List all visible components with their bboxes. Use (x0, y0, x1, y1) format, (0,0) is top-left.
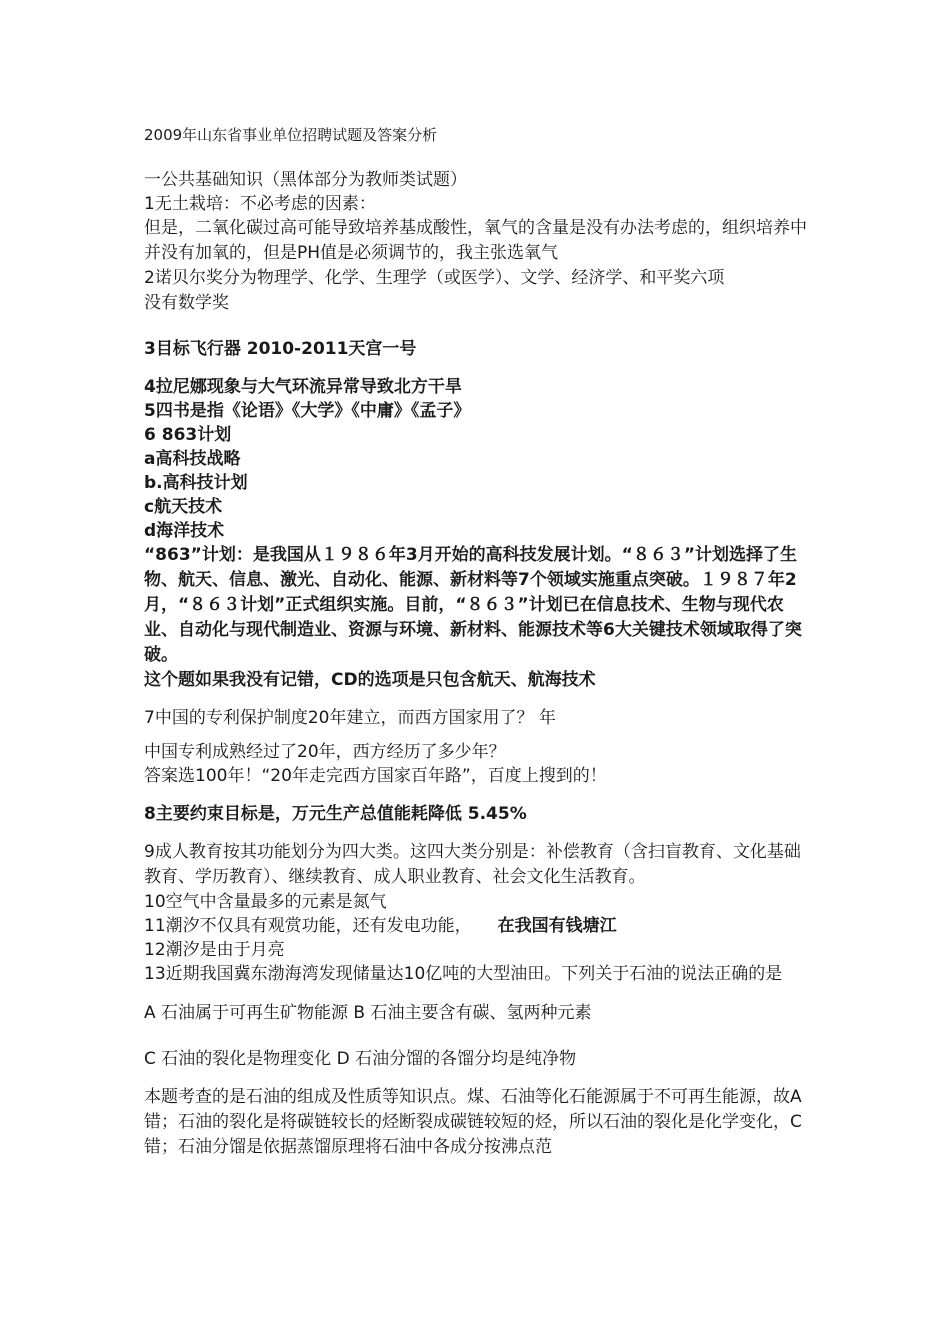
question-12: 12潮汐是由于月亮 (144, 940, 285, 960)
question-1: 1无土栽培：不必考虑的因素： (144, 194, 376, 214)
question-5: 5四书是指《论语》《大学》《中庸》《孟子》 (144, 401, 471, 421)
question-3: 3目标飞行器 2010-2011天宫一号 (144, 339, 417, 359)
question-6-option-a: a高科技战略 (144, 449, 241, 469)
question-2: 2诺贝尔奖分为物理学、化学、生理学（或医学）、文学、经济学、和平奖六项 (144, 268, 725, 288)
document-body (144, 124, 814, 1160)
question-6-explanation: “863”计划：是我国从１９８６年3月开始的高科技发展计划。“８６３”计划选择了生物、航天、信息、激光、自动化、能源、新材料等7个领域实施重点突破。１９８７年2月，“８６３计划”正式组织实施。目前，“８６３”计划已在信息技术、生物与现代农业、自动化与现代制造业、资源与环境、新材料、能源技术等6大关键技术领域取得了突破。 (144, 545, 802, 665)
question-7: 7中国的专利保护制度20年建立，而西方国家用了？ 年 (144, 708, 556, 728)
question-6-option-b: b.高科技计划 (144, 473, 248, 493)
question-11-answer: 在我国有钱塘江 (497, 916, 617, 936)
question-13: 13近期我国冀东渤海湾发现储量达10亿吨的大型油田。下列关于石油的说法正确的是 (144, 964, 783, 984)
question-13-options-ab: A 石油属于可再生矿物能源 B 石油主要含有碳、氢两种元素 (144, 1003, 592, 1023)
question-1-answer: 但是，二氧化碳过高可能导致培养基成酸性，氧气的含量是没有办法考虑的，组织培养中并没有加氧的，但是PH值是必须调节的，我主张选氧气 (144, 218, 807, 263)
question-7-answer: 答案选100年！“20年走完西方国家百年路”，百度上搜到的！ (144, 766, 607, 786)
question-10: 10空气中含量最多的元素是氮气 (144, 892, 387, 912)
question-6-option-d: d海洋技术 (144, 521, 225, 541)
question-6: 6 863计划 (144, 425, 232, 445)
question-4: 4拉尼娜现象与大气环流异常导致北方干旱 (144, 377, 462, 397)
question-11-text: 11潮汐不仅具有观赏功能，还有发电功能， (144, 916, 472, 936)
question-13-options-cd: C 石油的裂化是物理变化 D 石油分馏的各馏分均是纯净物 (144, 1049, 577, 1069)
question-9: 9成人教育按其功能划分为四大类。这四大类分别是：补偿教育（含扫盲教育、文化基础教育、学历教育）、继续教育、成人职业教育、社会文化生活教育。 (144, 842, 801, 887)
question-6-option-c: c航天技术 (144, 497, 223, 517)
question-7-line-2: 中国专利成熟经过了20年，西方经历了多少年？ (144, 742, 506, 762)
document-title: 2009年山东省事业单位招聘试题及答案分析 (144, 126, 438, 144)
question-8: 8主要约束目标是，万元生产总值能耗降低 5.45% (144, 804, 527, 824)
question-13-explanation: 本题考查的是石油的组成及性质等知识点。煤、石油等化石能源属于不可再生能源，故A错；石油的裂化是将碳链较长的烃断裂成碳链较短的烃，所以石油的裂化是化学变化，C错；石油分馏是依据蒸馏原理将石油中各成分按沸点范 (144, 1087, 802, 1157)
question-2-answer: 没有数学奖 (144, 293, 229, 313)
question-11 (144, 914, 814, 938)
question-6-note: 这个题如果我没有记错，CD的选项是只包含航天、航海技术 (144, 670, 596, 690)
section-heading: 一公共基础知识（黑体部分为教师类试题） (144, 170, 467, 190)
